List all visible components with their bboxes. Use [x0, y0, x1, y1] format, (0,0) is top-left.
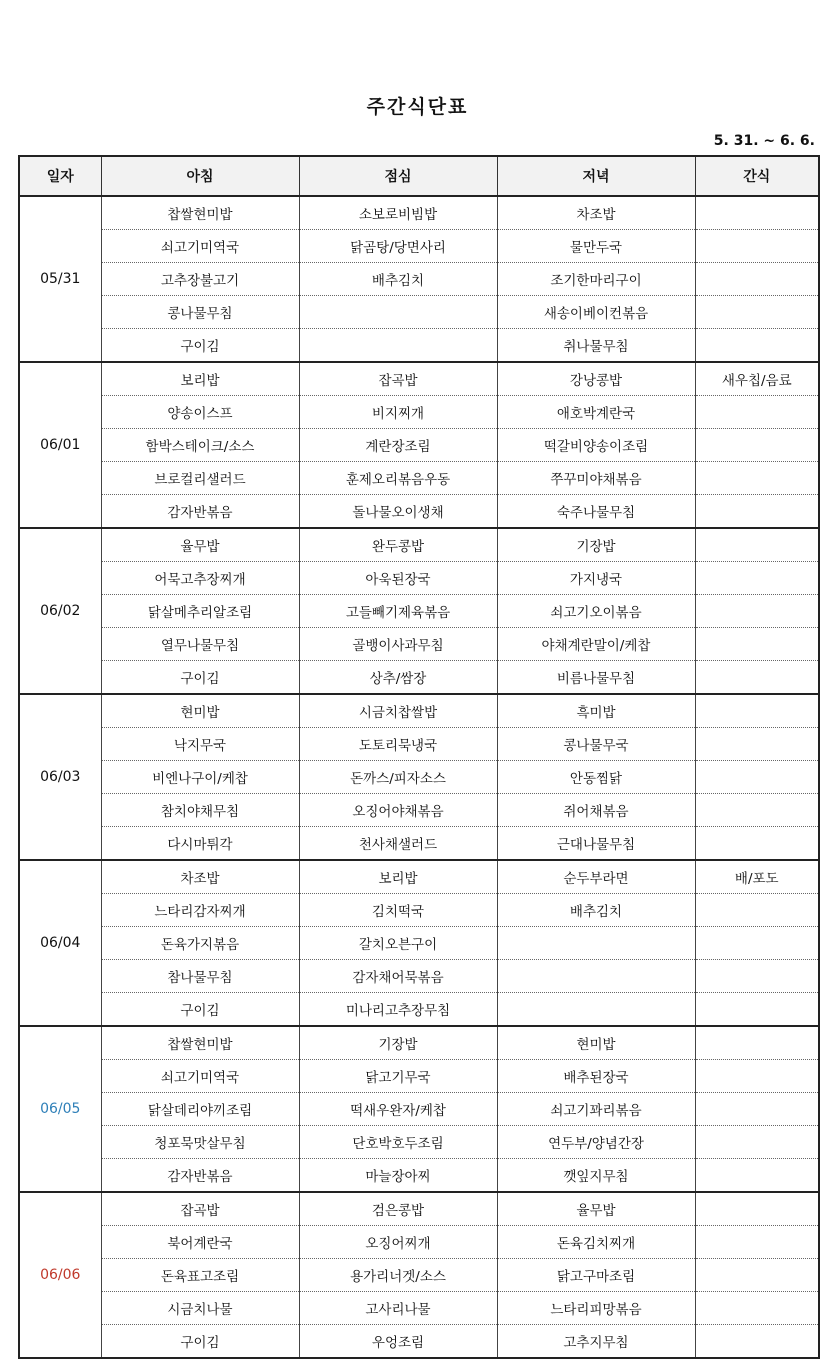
dinner-cell: 현미밥 — [497, 1026, 695, 1060]
dinner-cell: 야채계란말이/케찹 — [497, 628, 695, 661]
snack-cell — [695, 661, 819, 695]
header-lunch: 점심 — [299, 156, 497, 196]
dinner-cell: 강낭콩밥 — [497, 362, 695, 396]
snack-cell — [695, 960, 819, 993]
lunch-cell: 오징어야채볶음 — [299, 794, 497, 827]
table-row — [19, 728, 819, 761]
lunch-cell: 골뱅이사과무침 — [299, 628, 497, 661]
breakfast-cell: 구이김 — [101, 329, 299, 363]
lunch-cell: 미나리고추장무침 — [299, 993, 497, 1027]
lunch-cell: 닭고기무국 — [299, 1060, 497, 1093]
lunch-cell: 훈제오리볶음우동 — [299, 462, 497, 495]
table-row — [19, 1026, 819, 1060]
snack-cell — [695, 993, 819, 1027]
snack-cell — [695, 1192, 819, 1226]
header-breakfast: 아침 — [101, 156, 299, 196]
dinner-cell: 떡갈비양송이조림 — [497, 429, 695, 462]
breakfast-cell: 보리밥 — [101, 362, 299, 396]
date-cell: 06/01 — [19, 362, 101, 528]
snack-cell — [695, 1026, 819, 1060]
lunch-cell: 잡곡밥 — [299, 362, 497, 396]
snack-cell — [695, 794, 819, 827]
breakfast-cell: 닭살메추리알조림 — [101, 595, 299, 628]
snack-cell — [695, 562, 819, 595]
snack-cell — [695, 296, 819, 329]
breakfast-cell: 닭살데리야끼조림 — [101, 1093, 299, 1126]
lunch-cell: 김치떡국 — [299, 894, 497, 927]
menu-body — [19, 196, 819, 1358]
snack-cell — [695, 1259, 819, 1292]
snack-cell — [695, 595, 819, 628]
date-cell: 06/03 — [19, 694, 101, 860]
breakfast-cell: 양송이스프 — [101, 396, 299, 429]
table-row — [19, 362, 819, 396]
breakfast-cell: 콩나물무침 — [101, 296, 299, 329]
snack-cell — [695, 1292, 819, 1325]
breakfast-cell: 참나물무침 — [101, 960, 299, 993]
dinner-cell: 콩나물무국 — [497, 728, 695, 761]
lunch-cell: 떡새우완자/케찹 — [299, 1093, 497, 1126]
snack-cell — [695, 196, 819, 230]
dinner-cell: 애호박계란국 — [497, 396, 695, 429]
dinner-cell: 새송이베이컨볶음 — [497, 296, 695, 329]
snack-cell — [695, 1126, 819, 1159]
table-row — [19, 329, 819, 363]
table-row — [19, 628, 819, 661]
dinner-cell — [497, 927, 695, 960]
dinner-cell: 근대나물무침 — [497, 827, 695, 861]
table-row — [19, 495, 819, 529]
dinner-cell: 물만두국 — [497, 230, 695, 263]
table-row — [19, 1192, 819, 1226]
dinner-cell: 쇠고기꽈리볶음 — [497, 1093, 695, 1126]
breakfast-cell: 다시마튀각 — [101, 827, 299, 861]
lunch-cell: 배추김치 — [299, 263, 497, 296]
snack-cell — [695, 429, 819, 462]
breakfast-cell: 참치야채무침 — [101, 794, 299, 827]
breakfast-cell: 함박스테이크/소스 — [101, 429, 299, 462]
lunch-cell: 고사리나물 — [299, 1292, 497, 1325]
dinner-cell: 고추지무침 — [497, 1325, 695, 1359]
dinner-cell: 비름나물무침 — [497, 661, 695, 695]
dinner-cell: 흑미밥 — [497, 694, 695, 728]
dinner-cell — [497, 960, 695, 993]
snack-cell — [695, 329, 819, 363]
table-row — [19, 396, 819, 429]
lunch-cell: 도토리묵냉국 — [299, 728, 497, 761]
breakfast-cell: 차조밥 — [101, 860, 299, 894]
breakfast-cell: 낙지무국 — [101, 728, 299, 761]
lunch-cell: 갈치오븐구이 — [299, 927, 497, 960]
date-cell: 05/31 — [19, 196, 101, 362]
table-row — [19, 429, 819, 462]
breakfast-cell: 현미밥 — [101, 694, 299, 728]
table-row — [19, 761, 819, 794]
dinner-cell: 깻잎지무침 — [497, 1159, 695, 1193]
dinner-cell: 느타리피망볶음 — [497, 1292, 695, 1325]
table-row — [19, 927, 819, 960]
table-row — [19, 263, 819, 296]
header-date: 일자 — [19, 156, 101, 196]
snack-cell — [695, 927, 819, 960]
table-row — [19, 1060, 819, 1093]
lunch-cell: 돈까스/피자소스 — [299, 761, 497, 794]
table-row — [19, 894, 819, 927]
breakfast-cell: 돈육표고조림 — [101, 1259, 299, 1292]
weekly-menu-table — [18, 155, 820, 1359]
lunch-cell: 단호박호두조림 — [299, 1126, 497, 1159]
breakfast-cell: 잡곡밥 — [101, 1192, 299, 1226]
snack-cell — [695, 728, 819, 761]
snack-cell — [695, 1325, 819, 1359]
lunch-cell: 비지찌개 — [299, 396, 497, 429]
lunch-cell: 검은콩밥 — [299, 1192, 497, 1226]
snack-cell — [695, 894, 819, 927]
table-row — [19, 1259, 819, 1292]
breakfast-cell: 느타리감자찌개 — [101, 894, 299, 927]
dinner-cell: 닭고구마조림 — [497, 1259, 695, 1292]
snack-cell — [695, 1060, 819, 1093]
lunch-cell: 아욱된장국 — [299, 562, 497, 595]
lunch-cell: 고들빼기제육볶음 — [299, 595, 497, 628]
lunch-cell: 완두콩밥 — [299, 528, 497, 562]
table-row — [19, 694, 819, 728]
dinner-cell: 쭈꾸미야채볶음 — [497, 462, 695, 495]
lunch-cell: 감자채어묵볶음 — [299, 960, 497, 993]
breakfast-cell: 청포묵맛살무침 — [101, 1126, 299, 1159]
table-row — [19, 960, 819, 993]
breakfast-cell: 브로컬리샐러드 — [101, 462, 299, 495]
breakfast-cell: 열무나물무침 — [101, 628, 299, 661]
snack-cell — [695, 628, 819, 661]
snack-cell — [695, 396, 819, 429]
breakfast-cell: 찹쌀현미밥 — [101, 196, 299, 230]
breakfast-cell: 찹쌀현미밥 — [101, 1026, 299, 1060]
dinner-cell — [497, 993, 695, 1027]
table-row — [19, 1325, 819, 1359]
lunch-cell: 닭곰탕/당면사리 — [299, 230, 497, 263]
lunch-cell: 시금치찹쌀밥 — [299, 694, 497, 728]
lunch-cell: 보리밥 — [299, 860, 497, 894]
lunch-cell: 돌나물오이생채 — [299, 495, 497, 529]
dinner-cell: 배추된장국 — [497, 1060, 695, 1093]
snack-cell — [695, 1159, 819, 1193]
breakfast-cell: 구이김 — [101, 1325, 299, 1359]
table-row — [19, 595, 819, 628]
table-row — [19, 1226, 819, 1259]
snack-cell — [695, 528, 819, 562]
snack-cell: 새우칩/음료 — [695, 362, 819, 396]
date-cell: 06/06 — [19, 1192, 101, 1358]
table-row — [19, 1126, 819, 1159]
date-range: 5. 31. ~ 6. 6. — [713, 133, 815, 149]
page-title: 주간식단표 — [366, 96, 469, 118]
header-dinner: 저녁 — [497, 156, 695, 196]
snack-cell — [695, 462, 819, 495]
lunch-cell: 계란장조림 — [299, 429, 497, 462]
table-row — [19, 661, 819, 695]
breakfast-cell: 돈육가지볶음 — [101, 927, 299, 960]
table-row — [19, 528, 819, 562]
lunch-cell — [299, 329, 497, 363]
dinner-cell: 순두부라면 — [497, 860, 695, 894]
lunch-cell: 용가리너겟/소스 — [299, 1259, 497, 1292]
table-row — [19, 1292, 819, 1325]
dinner-cell: 안동찜닭 — [497, 761, 695, 794]
snack-cell — [695, 1226, 819, 1259]
dinner-cell: 가지냉국 — [497, 562, 695, 595]
date-cell: 06/02 — [19, 528, 101, 694]
dinner-cell: 율무밥 — [497, 1192, 695, 1226]
dinner-cell: 차조밥 — [497, 196, 695, 230]
snack-cell — [695, 263, 819, 296]
dinner-cell: 숙주나물무침 — [497, 495, 695, 529]
table-row — [19, 827, 819, 861]
header-snack: 간식 — [695, 156, 819, 196]
dinner-cell: 기장밥 — [497, 528, 695, 562]
breakfast-cell: 구이김 — [101, 993, 299, 1027]
breakfast-cell: 어묵고추장찌개 — [101, 562, 299, 595]
breakfast-cell: 쇠고기미역국 — [101, 1060, 299, 1093]
lunch-cell — [299, 296, 497, 329]
date-cell: 06/04 — [19, 860, 101, 1026]
date-cell: 06/05 — [19, 1026, 101, 1192]
dinner-cell: 배추김치 — [497, 894, 695, 927]
table-row — [19, 1093, 819, 1126]
breakfast-cell: 감자반볶음 — [101, 495, 299, 529]
dinner-cell: 쥐어채볶음 — [497, 794, 695, 827]
header-row — [19, 156, 819, 196]
dinner-cell: 취나물무침 — [497, 329, 695, 363]
snack-cell — [695, 495, 819, 529]
breakfast-cell: 쇠고기미역국 — [101, 230, 299, 263]
lunch-cell: 기장밥 — [299, 1026, 497, 1060]
table-row — [19, 562, 819, 595]
lunch-cell: 천사채샐러드 — [299, 827, 497, 861]
snack-cell — [695, 694, 819, 728]
table-row — [19, 794, 819, 827]
lunch-cell: 소보로비빔밥 — [299, 196, 497, 230]
table-row — [19, 993, 819, 1027]
table-row — [19, 230, 819, 263]
lunch-cell: 우엉조림 — [299, 1325, 497, 1359]
snack-cell — [695, 1093, 819, 1126]
snack-cell — [695, 827, 819, 861]
breakfast-cell: 시금치나물 — [101, 1292, 299, 1325]
breakfast-cell: 구이김 — [101, 661, 299, 695]
table-row — [19, 462, 819, 495]
snack-cell — [695, 761, 819, 794]
lunch-cell: 상추/쌈장 — [299, 661, 497, 695]
breakfast-cell: 비엔나구이/케찹 — [101, 761, 299, 794]
breakfast-cell: 감자반볶음 — [101, 1159, 299, 1193]
table-row — [19, 296, 819, 329]
breakfast-cell: 율무밥 — [101, 528, 299, 562]
dinner-cell: 돈육김치찌개 — [497, 1226, 695, 1259]
breakfast-cell: 북어계란국 — [101, 1226, 299, 1259]
table-row — [19, 860, 819, 894]
lunch-cell: 오징어찌개 — [299, 1226, 497, 1259]
dinner-cell: 조기한마리구이 — [497, 263, 695, 296]
table-row — [19, 1159, 819, 1193]
table-row — [19, 196, 819, 230]
dinner-cell: 연두부/양념간장 — [497, 1126, 695, 1159]
lunch-cell: 마늘장아찌 — [299, 1159, 497, 1193]
breakfast-cell: 고추장불고기 — [101, 263, 299, 296]
dinner-cell: 쇠고기오이볶음 — [497, 595, 695, 628]
snack-cell: 배/포도 — [695, 860, 819, 894]
snack-cell — [695, 230, 819, 263]
